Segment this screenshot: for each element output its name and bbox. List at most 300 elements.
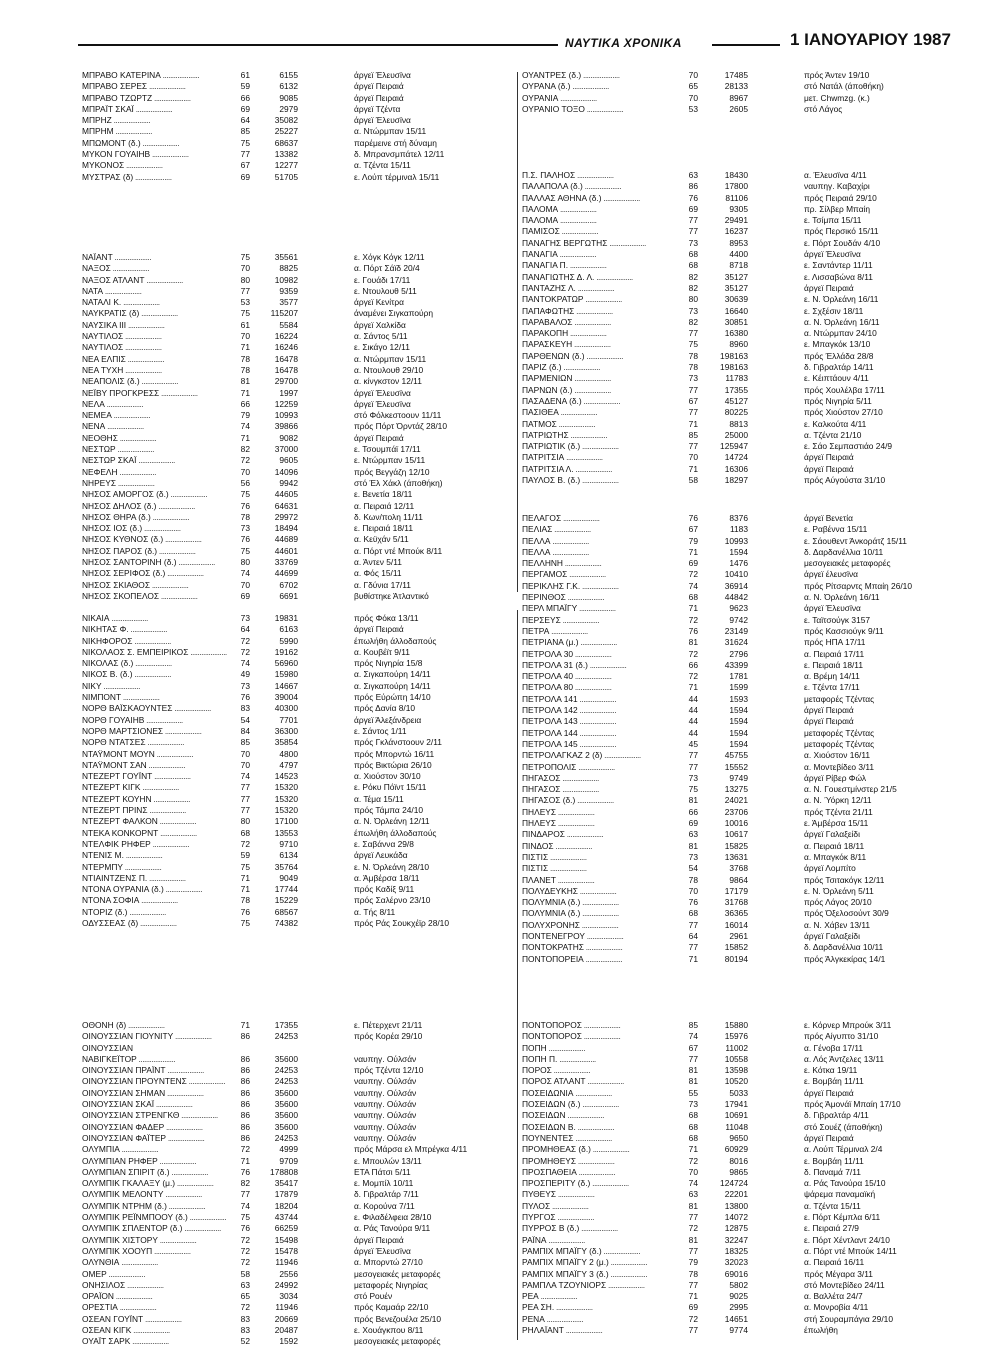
- build-year: 85: [240, 737, 250, 748]
- status: άργεϊ Πειραιά: [804, 452, 854, 463]
- tonnage: 8718: [729, 260, 748, 271]
- ship-row: [522, 306, 992, 317]
- ship-row: [82, 850, 502, 861]
- tonnage: 17744: [274, 884, 298, 895]
- ship-row: [82, 1088, 502, 1099]
- ship-row: [522, 238, 992, 249]
- status: άργεϊ Πειραιά: [804, 463, 854, 474]
- ship-name: ΝΤΟΡΙΖ (δ.) .....: [82, 907, 166, 918]
- ship-name: ΠΑΛΑΠΟΛΑ (δ.) .....: [522, 181, 621, 192]
- ship-row: [522, 1302, 992, 1313]
- ship-row: [82, 399, 502, 410]
- ship-row: [522, 1280, 992, 1291]
- status: πρ. Σίλβερ Μπαίη: [804, 203, 871, 214]
- ship-row: [522, 226, 992, 237]
- ship-name: ΟΔΥΣΣΕΑΣ (δ) .....: [82, 918, 177, 929]
- status: ε. Πειραιά 18/11: [354, 523, 414, 534]
- status: ναυπηγ. Ούλσάν: [354, 1076, 417, 1087]
- tonnage: 8825: [279, 263, 298, 274]
- tonnage: 24021: [724, 795, 748, 806]
- build-year: 75: [688, 339, 698, 350]
- tonnage: 11946: [275, 1302, 298, 1313]
- ship-name: ΝΗΣΟΣ ΘΗΡΑ (δ.) .....: [82, 512, 189, 523]
- ship-row: [522, 762, 992, 773]
- status: ε. Ν. Όρλεάνη 28/10: [354, 861, 430, 872]
- ship-name: ΠΕΤΡΟΛΑ 143 .....: [522, 716, 616, 727]
- ship-name: ΝΕΜΕΑ .....: [82, 410, 150, 421]
- status: άργεϊ Γαλαξείδι: [804, 829, 860, 840]
- build-year: 82: [240, 444, 250, 455]
- build-year: 69: [688, 818, 698, 829]
- tonnage: 15552: [724, 761, 748, 772]
- ship-row: [82, 895, 502, 906]
- status: πρός Γκλάνστοουν 2/11: [354, 737, 442, 748]
- build-year: 54: [688, 863, 698, 874]
- status: έπωλήθη άλλοδαπούς: [354, 635, 437, 646]
- build-year: 71: [688, 546, 698, 557]
- status: ναυπηγ. Ούλσάν: [354, 1099, 417, 1110]
- status: άργεϊ Έλευσϊνα: [354, 1245, 411, 1256]
- tonnage: 64631: [274, 500, 298, 511]
- tonnage: 15229: [274, 895, 298, 906]
- tonnage: 40300: [274, 703, 298, 714]
- ship-row: [82, 1178, 502, 1189]
- build-year: 78: [688, 362, 698, 373]
- build-year: 70: [240, 331, 250, 342]
- build-year: 72: [688, 569, 698, 580]
- status: δ. Γιβραλτάρ 7/11: [354, 1189, 419, 1200]
- build-year: 86: [240, 1031, 250, 1042]
- ship-row: [82, 557, 502, 568]
- tonnage: 1594: [729, 716, 748, 727]
- ship-row: [82, 523, 502, 534]
- tonnage: 15825: [724, 840, 748, 851]
- ship-name: ΠΕΡΙΝΘΟΣ .....: [522, 592, 604, 603]
- build-year: 63: [688, 170, 698, 180]
- tonnage: 15852: [724, 942, 748, 953]
- build-year: 81: [688, 1234, 698, 1245]
- build-year: 77: [240, 1189, 250, 1200]
- build-year: 67: [240, 160, 250, 171]
- build-year: 84: [240, 725, 250, 736]
- build-year: 63: [688, 1189, 698, 1200]
- status: μετ. Chwmzg. (κ.): [804, 92, 870, 103]
- ship-row: [82, 1314, 502, 1325]
- ship-name: ΠΟΝΤΟΠΟΡΟΣ .....: [522, 1020, 620, 1031]
- tonnage: 9049: [279, 872, 298, 883]
- ship-row: [82, 703, 502, 714]
- ship-row: [82, 126, 502, 137]
- tonnage: 18325: [724, 1245, 748, 1256]
- status: πρός Βικτώρια 26/10: [354, 759, 432, 770]
- ship-name: ΝΗΣΟΣ ΣΚΙΑΘΟΣ .....: [82, 580, 188, 591]
- tonnage: 8376: [729, 513, 748, 523]
- status: άργεϊ Πειραιά: [804, 705, 854, 716]
- ship-row: [82, 1110, 502, 1121]
- tonnage: 12875: [724, 1223, 748, 1234]
- ship-row: [522, 829, 992, 840]
- tonnage: 44842: [724, 592, 748, 603]
- tonnage: 8953: [729, 237, 748, 248]
- tonnage: 5033: [729, 1087, 748, 1098]
- ship-name: ΝΕΣΤΩΡ .....: [82, 444, 154, 455]
- ship-name: ΝΑΥΚΡΑΤΙΣ (δ) .....: [82, 308, 178, 319]
- ship-row: [82, 252, 502, 263]
- ship-name: ΟΣΕΑΝ ΓΟΥΪΝΤ .....: [82, 1314, 182, 1325]
- ship-row: [82, 1020, 502, 1031]
- status: πρός Όξελοσούντ 30/9: [804, 908, 889, 919]
- build-year: 72: [688, 648, 698, 659]
- tonnage: 5584: [279, 319, 298, 330]
- status: πρός Άλγκεκίρας 14/1: [804, 953, 886, 964]
- build-year: 72: [240, 455, 250, 466]
- ship-row: [522, 419, 992, 430]
- tonnage: 13275: [724, 784, 748, 795]
- build-year: 44: [688, 693, 698, 704]
- status: πρός Μπορντώ 16/11: [354, 748, 435, 759]
- tonnage: 10410: [724, 569, 748, 580]
- ship-row: [82, 726, 502, 737]
- build-year: 76: [688, 192, 698, 203]
- status: α. Τζέντα 15/11: [354, 160, 411, 171]
- status: δ. Δαρδανέλλια 10/11: [804, 546, 884, 557]
- ship-row: [82, 1280, 502, 1291]
- ship-name: ΠΑΡΑΚΟΠΗ .....: [522, 328, 607, 339]
- ship-name: ΠΟΣΕΙΔΩΝ Β. .....: [522, 1122, 614, 1133]
- tonnage: 39004: [274, 692, 298, 703]
- tonnage: 18297: [724, 475, 748, 486]
- build-year: 72: [688, 614, 698, 625]
- ship-name: ΠΑΝΑΓΗΣ ΒΕΡΓΩΤΗΣ .....: [522, 238, 646, 249]
- ship-name: ΝΤΙΑΙΝΤΖΕΝΣ Π. .....: [82, 873, 186, 884]
- header-rule-left: [78, 44, 558, 46]
- tonnage: 35854: [274, 737, 298, 748]
- ship-name: ΡΗΛΑΪΑΝΤ .....: [522, 1325, 602, 1336]
- ship-row: [522, 954, 992, 965]
- tonnage: 4800: [279, 748, 298, 759]
- ship-row: [82, 1246, 502, 1257]
- ship-name: ΠΟΛΥΔΕΥΚΗΣ .....: [522, 886, 616, 897]
- tonnage: 29700: [274, 376, 298, 387]
- tonnage: 6132: [279, 81, 298, 92]
- tonnage: 17179: [724, 885, 748, 896]
- build-year: 61: [240, 319, 250, 330]
- ship-name: ΝΟΡΘ ΝΤΑΤΣΕΣ .....: [82, 737, 184, 748]
- build-year: 61: [240, 70, 250, 80]
- ship-name: ΠΕΛΛΑ .....: [522, 536, 589, 547]
- ship-row: [522, 592, 992, 603]
- ship-row: [522, 464, 992, 475]
- status: πρός Κορέα 29/10: [354, 1031, 423, 1042]
- status: άργεϊ έλευσϊνα: [804, 569, 859, 580]
- status: πρός Άντεν 19/10: [804, 70, 870, 80]
- tonnage: 35600: [274, 1087, 298, 1098]
- ship-name: ΠΕΤΡΟΛΑ 31 (δ.) .....: [522, 660, 626, 671]
- status: πρός Μέγαρα 3/11: [804, 1268, 873, 1279]
- ship-row: [522, 739, 992, 750]
- build-year: 77: [688, 441, 698, 452]
- ship-name: ΠΑΤΜΟΣ .....: [522, 419, 595, 430]
- ship-row: [522, 1257, 992, 1268]
- build-year: 74: [240, 1200, 250, 1211]
- ship-row: [82, 636, 502, 647]
- status: άργεϊ Ρίβερ Φώλ: [804, 772, 867, 783]
- status: δ. Παναμά 7/11: [804, 1166, 861, 1177]
- ship-row: [82, 410, 502, 421]
- ship-row: [522, 1099, 992, 1110]
- ship-row: [82, 421, 502, 432]
- tonnage: 13553: [274, 827, 298, 838]
- ship-row: [522, 603, 992, 614]
- build-year: 73: [240, 523, 250, 534]
- ship-row: [82, 1031, 502, 1042]
- tonnage: 44689: [274, 534, 298, 545]
- tonnage: 6691: [279, 590, 298, 601]
- build-year: 70: [688, 70, 698, 80]
- status: ναυπηγ. Ούλσάν: [354, 1110, 417, 1121]
- ship-name: ΟΛΥΜΠΙΚ ΓΚΑΛΑΞΥ (μ.) .....: [82, 1178, 213, 1189]
- tonnage: 9942: [279, 477, 298, 488]
- tonnage: 14724: [724, 452, 748, 463]
- build-year: 75: [240, 861, 250, 872]
- tonnage: 13598: [724, 1065, 748, 1076]
- build-year: 72: [240, 635, 250, 646]
- status: μεταφορές Τζέντας: [804, 738, 875, 749]
- status: α. Πειραιά 12/11: [354, 500, 415, 511]
- ship-row: [522, 396, 992, 407]
- tonnage: 15320: [274, 805, 298, 816]
- tonnage: 13382: [274, 149, 298, 160]
- tonnage: 2995: [729, 1302, 748, 1313]
- build-year: 81: [688, 795, 698, 806]
- status: ε. Ντώρμπαν 15/11: [354, 455, 426, 466]
- ship-name: ΝΤΕΖΕΡΤ ΦΑΛΚΟΝ .....: [82, 816, 196, 827]
- ship-row: [82, 489, 502, 500]
- ship-row: [82, 70, 502, 81]
- build-year: 58: [688, 475, 698, 486]
- ship-row: [82, 1336, 502, 1347]
- build-year: 78: [240, 895, 250, 906]
- ship-name: ΠΕΡΙΚΛΗΣ Γ.Κ. .....: [522, 581, 619, 592]
- tonnage: 24253: [274, 1031, 298, 1042]
- status: α. Πόρτ ντέ Μπούκ 8/11: [354, 545, 443, 556]
- build-year: 71: [688, 603, 698, 614]
- ship-name: ΟΛΥΜΠΙΑΝ ΡΗΦΕΡ .....: [82, 1156, 196, 1167]
- build-year: 64: [240, 115, 250, 126]
- status: ε. Λισσαβώνα 8/11: [804, 271, 873, 282]
- ship-name: ΝΤΕΖΕΡΤ ΚΙΓΚ .....: [82, 782, 179, 793]
- build-year: 75: [240, 489, 250, 500]
- build-year: 71: [240, 884, 250, 895]
- tonnage: 16306: [724, 463, 748, 474]
- ship-name: ΟΛΥΜΠΙΚ ΣΠΛΕΝΤΟΡ (δ.) .....: [82, 1223, 221, 1234]
- tonnage: 10016: [724, 818, 748, 829]
- status: ε. Ν. Όρλεάνη 5/11: [804, 885, 874, 896]
- tonnage: 12259: [274, 398, 298, 409]
- ship-name: ΡΑΜΠΙΧ ΜΠΑΪΓΥ (δ.) .....: [522, 1246, 640, 1257]
- build-year: 72: [688, 1313, 698, 1324]
- tonnage: 16246: [274, 342, 298, 353]
- ship-row: [522, 897, 992, 908]
- ship-name: ΟΛΥΜΠΙΚ ΡΕΪΝΜΠΟΟΥ (δ.) .....: [82, 1212, 226, 1223]
- ship-name: ΠΑΣΑΔΕΝΑ (δ.) .....: [522, 396, 620, 407]
- ship-row: [522, 818, 992, 829]
- ship-row: [82, 1291, 502, 1302]
- status: ε. Άμβέρσα 15/11: [804, 818, 869, 829]
- ship-name: ΟΡΑΪΟΝ .....: [82, 1291, 152, 1302]
- right-group-pa: [522, 170, 992, 486]
- build-year: 66: [688, 806, 698, 817]
- status: πρός Καμαάρ 22/10: [354, 1302, 429, 1313]
- tonnage: 24253: [274, 1132, 298, 1143]
- ship-name: ΝΑΒΙΓΚΕΪΤΟΡ .....: [82, 1054, 175, 1065]
- tonnage: 36365: [724, 908, 748, 919]
- ship-row: [522, 682, 992, 693]
- status: πρός Άμονάϊ Μπαίη 17/10: [804, 1099, 901, 1110]
- ship-row: [82, 149, 502, 160]
- ship-row: [522, 852, 992, 863]
- ship-name: ΠΑΤΡΙΤΣΙΑ .....: [522, 452, 603, 463]
- build-year: 79: [688, 535, 698, 546]
- build-year: 77: [688, 328, 698, 339]
- build-year: 72: [240, 1144, 250, 1155]
- status: α. Ν. Όρλεάνη 16/11: [804, 592, 880, 603]
- ship-row: [522, 351, 992, 362]
- tonnage: 198163: [720, 362, 748, 373]
- status: α. Άμβέρσα 18/11: [354, 872, 420, 883]
- status: α. Μπορντώ 27/10: [354, 1257, 423, 1268]
- ship-row: [522, 93, 992, 104]
- build-year: 75: [240, 1212, 250, 1223]
- status: α. Πόρτ Σάϊδ 20/4: [354, 263, 420, 274]
- tonnage: 198163: [720, 350, 748, 361]
- ship-row: [82, 534, 502, 545]
- ship-row: [82, 907, 502, 918]
- ship-name: ΠΟΝΤΟΠΟΡΕΙΑ .....: [522, 954, 622, 965]
- ship-name: ΠΙΣΤΙΣ .....: [522, 852, 587, 863]
- status: α. Λός Άντζελες 13/11: [804, 1053, 885, 1064]
- ship-row: [522, 260, 992, 271]
- status: πρός Τζέντα 12/10: [354, 1065, 424, 1076]
- build-year: 81: [688, 840, 698, 851]
- build-year: 71: [240, 342, 250, 353]
- build-year: 82: [688, 282, 698, 293]
- ship-name: ΝΙΚΗΤΑΣ Φ. .....: [82, 624, 167, 635]
- build-year: 77: [688, 1053, 698, 1064]
- status: α. Ν. Όρλεάνη 16/11: [804, 316, 880, 327]
- build-year: 77: [688, 1279, 698, 1290]
- ship-name: ΠΗΓΑΣΟΣ (δ.) .....: [522, 795, 614, 806]
- build-year: 71: [240, 872, 250, 883]
- ship-name: ΠΑΛΛΑΣ ΑΘΗΝΑ (δ.) .....: [522, 193, 640, 204]
- ship-row: [82, 1257, 502, 1268]
- ship-row: [522, 441, 992, 452]
- ship-name: ΠΗΓΑΣΟΣ .....: [522, 773, 599, 784]
- tonnage: 9025: [729, 1291, 748, 1302]
- ship-row: [82, 1201, 502, 1212]
- build-year: 55: [688, 1087, 698, 1098]
- ship-name: ΟΝΗΣΙΛΟΣ .....: [82, 1280, 164, 1291]
- build-year: 83: [240, 703, 250, 714]
- tonnage: 9864: [729, 874, 748, 885]
- status: πρός Έλλάδα 28/8: [804, 350, 874, 361]
- ship-name: ΠΑΝΑΓΙΩΤΗΣ Δ. Λ. .....: [522, 272, 633, 283]
- ship-row: [522, 1201, 992, 1212]
- build-year: 70: [688, 92, 698, 103]
- ship-name: ΝΙΜΠΟΝΤ .....: [82, 692, 159, 703]
- build-year: 63: [240, 1279, 250, 1290]
- ship-row: [82, 1065, 502, 1076]
- status: α. Ντώρμπαν 15/11: [354, 353, 427, 364]
- ship-name: ΝΟΡΘ ΒΑΪΣΚΑΟΥΝΤΕΣ .....: [82, 703, 211, 714]
- ship-name: ΟΡΕΣΤΙΑ .....: [82, 1302, 156, 1313]
- ship-name: ΝΕΝΑ .....: [82, 421, 144, 432]
- build-year: 81: [688, 1076, 698, 1087]
- ship-row: [522, 637, 992, 648]
- ship-name: ΟΙΝΟΥΣΣΙΑΝ ΦΑΪΤΕΡ .....: [82, 1133, 204, 1144]
- ship-row: [82, 580, 502, 591]
- ship-name: ΝΑΞΟΣ ΑΤΛΑΝΤ .....: [82, 275, 183, 286]
- ship-name: ΡΑΜΠΛΑ ΤΖΟΥΝΙΟΡΣ .....: [522, 1280, 645, 1291]
- ship-name: ΝΗΣΟΣ ΚΥΘΝΟΣ (δ.) .....: [82, 534, 202, 545]
- build-year: 70: [240, 748, 250, 759]
- ship-row: [522, 1122, 992, 1133]
- ship-row: [82, 501, 502, 512]
- tonnage: 16014: [724, 919, 748, 930]
- build-year: 75: [240, 252, 250, 262]
- tonnage: 31768: [724, 897, 748, 908]
- tonnage: 24253: [274, 1065, 298, 1076]
- status: ναυπηγ. Ούλσάν: [354, 1053, 417, 1064]
- ship-row: [522, 705, 992, 716]
- ship-name: ΜΠΡΑΪΤ ΣΚΑΪ .....: [82, 104, 172, 115]
- ship-name: ΝΗΣΟΣ ΔΗΛΟΣ (δ.) .....: [82, 501, 195, 512]
- build-year: 70: [240, 263, 250, 274]
- status: δ. Κων/πολη 11/11: [354, 511, 423, 522]
- ship-name: ΟΥΡΑΝΙΟ ΤΟΞΟ .....: [522, 104, 623, 115]
- build-year: 68: [688, 249, 698, 260]
- build-year: 77: [688, 384, 698, 395]
- status: α. Ν. Χάβεν 13/11: [804, 919, 871, 930]
- ship-name: ΜΠΡΑΒΟ ΣΕΡΕΣ .....: [82, 81, 186, 92]
- tonnage: 35600: [274, 1099, 298, 1110]
- status: άργεϊ Πειραιά: [354, 432, 404, 443]
- build-year: 73: [240, 680, 250, 691]
- tonnage: 19831: [274, 613, 298, 623]
- status: πρός Σαλέρνο 23/10: [354, 895, 431, 906]
- status: α. Γδύνια 17/11: [354, 579, 411, 590]
- tonnage: 10558: [724, 1053, 748, 1064]
- status: α. Γένοβα 17/11: [804, 1042, 864, 1053]
- tonnage: 35600: [274, 1053, 298, 1064]
- ship-name: ΟΥΡΑΝΙΑ .....: [522, 93, 597, 104]
- ship-row: [82, 771, 502, 782]
- header-rule-right: [712, 44, 780, 46]
- ship-row: [522, 649, 992, 660]
- ship-row: [522, 1110, 992, 1121]
- ship-name: ΝΕΣΤΩΡ ΣΚΑΪ .....: [82, 455, 175, 466]
- build-year: 68: [688, 1110, 698, 1121]
- build-year: 59: [240, 81, 250, 92]
- build-year: 70: [240, 579, 250, 590]
- ship-name: ΠΑΝΤΑΖΗΣ Λ. .....: [522, 283, 614, 294]
- status: α. Τζέντα 15/11: [804, 1200, 861, 1211]
- status: α. Σιγκαπούρη 14/11: [354, 669, 431, 680]
- ship-name: ΝΕΟΘΗΣ .....: [82, 433, 156, 444]
- tonnage: 35561: [274, 252, 298, 262]
- ship-row: [82, 275, 502, 286]
- tonnage: 3768: [729, 863, 748, 874]
